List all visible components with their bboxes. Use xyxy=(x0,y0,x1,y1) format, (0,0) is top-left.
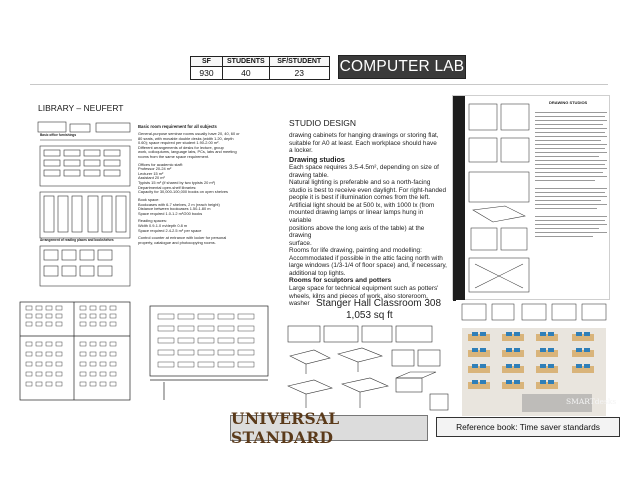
classroom-title: Stanger Hall Classroom 308 xyxy=(316,298,442,309)
reference-box: Reference book: Time saver standards xyxy=(436,417,620,437)
header-sf-per-student: SF/STUDENT xyxy=(269,57,329,67)
stats-table xyxy=(190,56,330,80)
value-sf-per-student: 23 xyxy=(269,67,329,80)
header-students: STUDENTS xyxy=(223,57,270,67)
library-line: property, catalogue and photocopying rooms. xyxy=(138,239,216,245)
library-line: Space required 1.0-1.2 m²/200 books xyxy=(138,210,203,216)
header-sf: SF xyxy=(191,57,223,67)
furniture-sketches xyxy=(284,322,454,416)
page-side-strip xyxy=(453,96,465,301)
library-line: Professor 20-24 m² xyxy=(138,166,172,172)
library-line: Distance between bookcases 1.50-1.80 m xyxy=(138,206,211,212)
computer-lab-plan xyxy=(462,328,617,416)
studio-line: people it is best if illumination comes from the left. xyxy=(289,194,431,202)
studio-line: drawing table. xyxy=(289,171,329,179)
library-line: Capacity for 30,000-100,000 books on open shelves xyxy=(138,189,228,195)
universal-standard-banner xyxy=(230,409,428,447)
library-page-image xyxy=(36,120,272,296)
library-line: Reading spaces: xyxy=(138,218,167,224)
library-line: Lecturer 15 m² xyxy=(138,170,164,176)
library-heading: Basic room requirement for all subjects xyxy=(138,124,217,129)
library-line: Bookcases with 6-7 shelves, 2 m (reach height) xyxy=(138,201,220,207)
studio-heading-1: Drawing studios xyxy=(289,154,345,164)
library-diagrams xyxy=(36,120,136,296)
stats-value-row xyxy=(191,67,330,80)
library-section-3: Arrangement of reading places and bookshelves xyxy=(40,238,114,242)
furniture-sketches-drawing xyxy=(284,322,454,416)
studio-line: Large space for technical equipment such as potters' xyxy=(289,285,439,293)
studio-line: surface. xyxy=(289,239,312,247)
classroom-area: 1,053 sq ft xyxy=(346,310,393,321)
library-line: Assistant 20 m² xyxy=(138,175,165,181)
library-floor-plan xyxy=(12,296,136,408)
studio-line: wheels, kilns and pieces of work, also storeroom, washer xyxy=(289,292,428,308)
right-sketches xyxy=(456,300,610,326)
studio-line: drawing cabinets for hanging drawings or storing flat, xyxy=(289,132,439,139)
library-text-block xyxy=(138,132,271,245)
studio-line: large windows (1/3-1/4 of floor space) and, if necessary, xyxy=(289,262,447,270)
library-line: Width 0.9-1.0 m/depth 0.8 m xyxy=(138,222,188,228)
divider xyxy=(30,84,608,85)
library-line: Departmental open-shelf libraries: xyxy=(138,184,197,190)
studio-line: mounted drawing lamps or linear lamps hung in variable xyxy=(289,209,424,224)
studio-line: additional top lights. xyxy=(289,269,346,277)
drawing-studios-heading: DRAWING STUDIOS xyxy=(549,100,588,105)
library-floor-plan-drawing xyxy=(12,296,136,408)
studio-line: Natural lighting is preferable and so a north-facing xyxy=(289,179,431,187)
studio-line: Each space requires 3.5-4.5m², depending on size of xyxy=(289,164,439,172)
right-sketches-drawing xyxy=(456,300,610,326)
studio-line: a locker. xyxy=(289,147,313,155)
library-label: LIBRARY – NEUFERT xyxy=(38,103,124,113)
studio-line: studio is best to receive even daylight. For right-handed xyxy=(289,186,447,194)
library-line: Space required 2.4-2.5 m² per space xyxy=(138,227,202,233)
value-sf: 930 xyxy=(191,67,223,80)
studio-line: suitable for A0 at least. Each workplace should have xyxy=(289,139,437,147)
classroom-308-plan-drawing xyxy=(140,296,274,410)
stats-header-row xyxy=(191,57,330,67)
drawing-studios-diagrams xyxy=(465,98,611,298)
studio-line: positions above the long axis of the table) at the drawing xyxy=(289,224,425,240)
library-line: Book space: xyxy=(138,196,160,202)
classroom-308-plan xyxy=(140,296,274,410)
library-line: work, colloquiums, language labs, PCs, labs and meeting xyxy=(138,149,237,155)
drawing-studios-page-image xyxy=(452,95,610,300)
library-line: Control counter at entrance with locker for personal xyxy=(138,235,227,241)
library-line: General-purpose seminar rooms usually have 20, 40, 60 or xyxy=(138,131,240,136)
value-students: 40 xyxy=(223,67,270,80)
library-line: Offices for academic staff: xyxy=(138,161,183,167)
smart-desks-logo: SMARTdesks xyxy=(566,397,617,406)
studio-line: Accommodated if possible in the attic facing north with xyxy=(289,254,443,262)
studio-heading-2: Rooms for sculptors and potters xyxy=(289,277,392,285)
page-title: COMPUTER LAB xyxy=(338,55,466,79)
library-line: 80 seats, with movable double desks (width 1.20, depth xyxy=(138,135,234,141)
library-line: Different arrangements of desks for lecture, group xyxy=(138,144,224,150)
studio-label: STUDIO DESIGN xyxy=(289,118,357,128)
library-section-2: Basic office furnishings xyxy=(40,133,77,137)
studio-line: Artificial light should be at 500 lx, with 1000 lx (from xyxy=(289,201,435,209)
library-line: Typists 15 m² (if shared by two typists 20 m²) xyxy=(138,180,216,186)
library-line: rooms from the same space requirement. xyxy=(138,154,210,160)
studio-text-block xyxy=(289,132,447,308)
studio-line: Rooms for life drawing, painting and modelling: xyxy=(289,247,422,255)
library-line: 0.60); space required per student 1.90-2.00 m². xyxy=(138,140,220,146)
universal-standard-text: UNIVERSAL STANDARD xyxy=(231,409,340,447)
